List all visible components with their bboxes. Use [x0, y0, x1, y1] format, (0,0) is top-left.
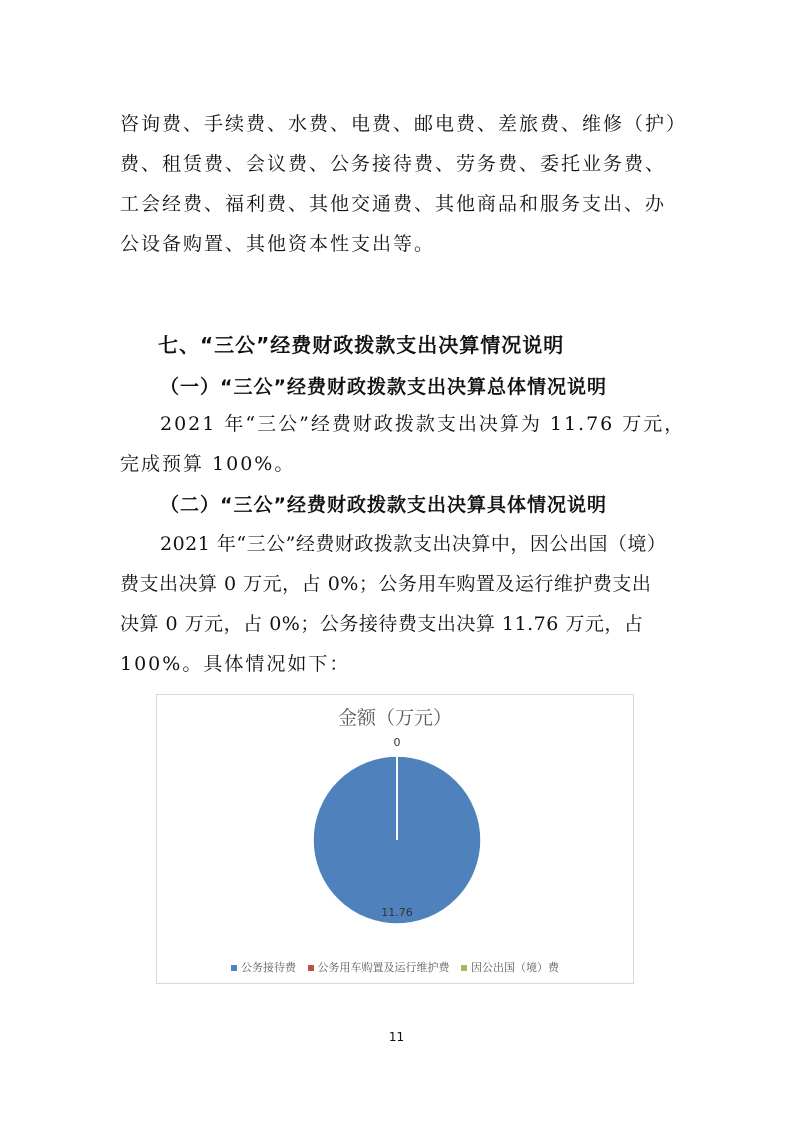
data-label-reception: 11.76 — [381, 906, 413, 919]
intro-line-2: 费、租赁费、会议费、公务接待费、劳务费、委托业务费、 — [120, 153, 667, 175]
sub1-line-2: 完成预算 100%。 — [120, 453, 296, 475]
sub2-line-1: 2021 年“三公”经费财政拨款支出决算中，因公出国（境） — [160, 533, 667, 555]
sub2-line-2: 费支出决算 0 万元，占 0%；公务用车购置及运行维护费支出 — [120, 573, 652, 595]
page-number: 11 — [388, 1030, 405, 1044]
legend-item-vehicle — [308, 959, 450, 975]
legend-label-abroad: 因公出国（境）费 — [471, 961, 559, 974]
intro-line-1: 咨询费、手续费、水费、电费、邮电费、差旅费、维修（护） — [120, 113, 688, 135]
chart-title: 金额（万元） — [337, 707, 452, 729]
subsection-2-heading: （二）“三公”经费财政拨款支出决算具体情况说明 — [160, 494, 607, 516]
sub1-line-1: 2021 年“三公”经费财政拨款支出决算为 11.76 万元， — [160, 413, 686, 435]
legend-item-reception — [231, 959, 296, 975]
sub2-line-3: 决算 0 万元，占 0%；公务接待费支出决算 11.76 万元，占 — [120, 613, 644, 635]
subsection-1-heading: （一）“三公”经费财政拨款支出决算总体情况说明 — [160, 376, 607, 398]
pie-chart-svg — [157, 695, 633, 950]
data-label-vehicle: 0 — [393, 736, 401, 749]
legend-item-abroad — [461, 959, 559, 975]
legend-label-vehicle: 公务用车购置及运行维护费 — [317, 961, 450, 974]
sub2-line-4: 100%。具体情况如下： — [120, 653, 351, 675]
legend-swatch-abroad — [461, 965, 467, 971]
chart-legend — [157, 959, 633, 975]
intro-line-4: 公设备购置、其他资本性支出等。 — [120, 233, 436, 255]
section-heading: 七、“三公”经费财政拨款支出决算情况说明 — [158, 333, 565, 357]
legend-swatch-reception — [231, 965, 237, 971]
legend-label-reception: 公务接待费 — [241, 961, 296, 974]
intro-line-3: 工会经费、福利费、其他交通费、其他商品和服务支出、办 — [120, 193, 667, 215]
pie-chart — [156, 694, 634, 984]
legend-swatch-vehicle — [308, 965, 314, 971]
